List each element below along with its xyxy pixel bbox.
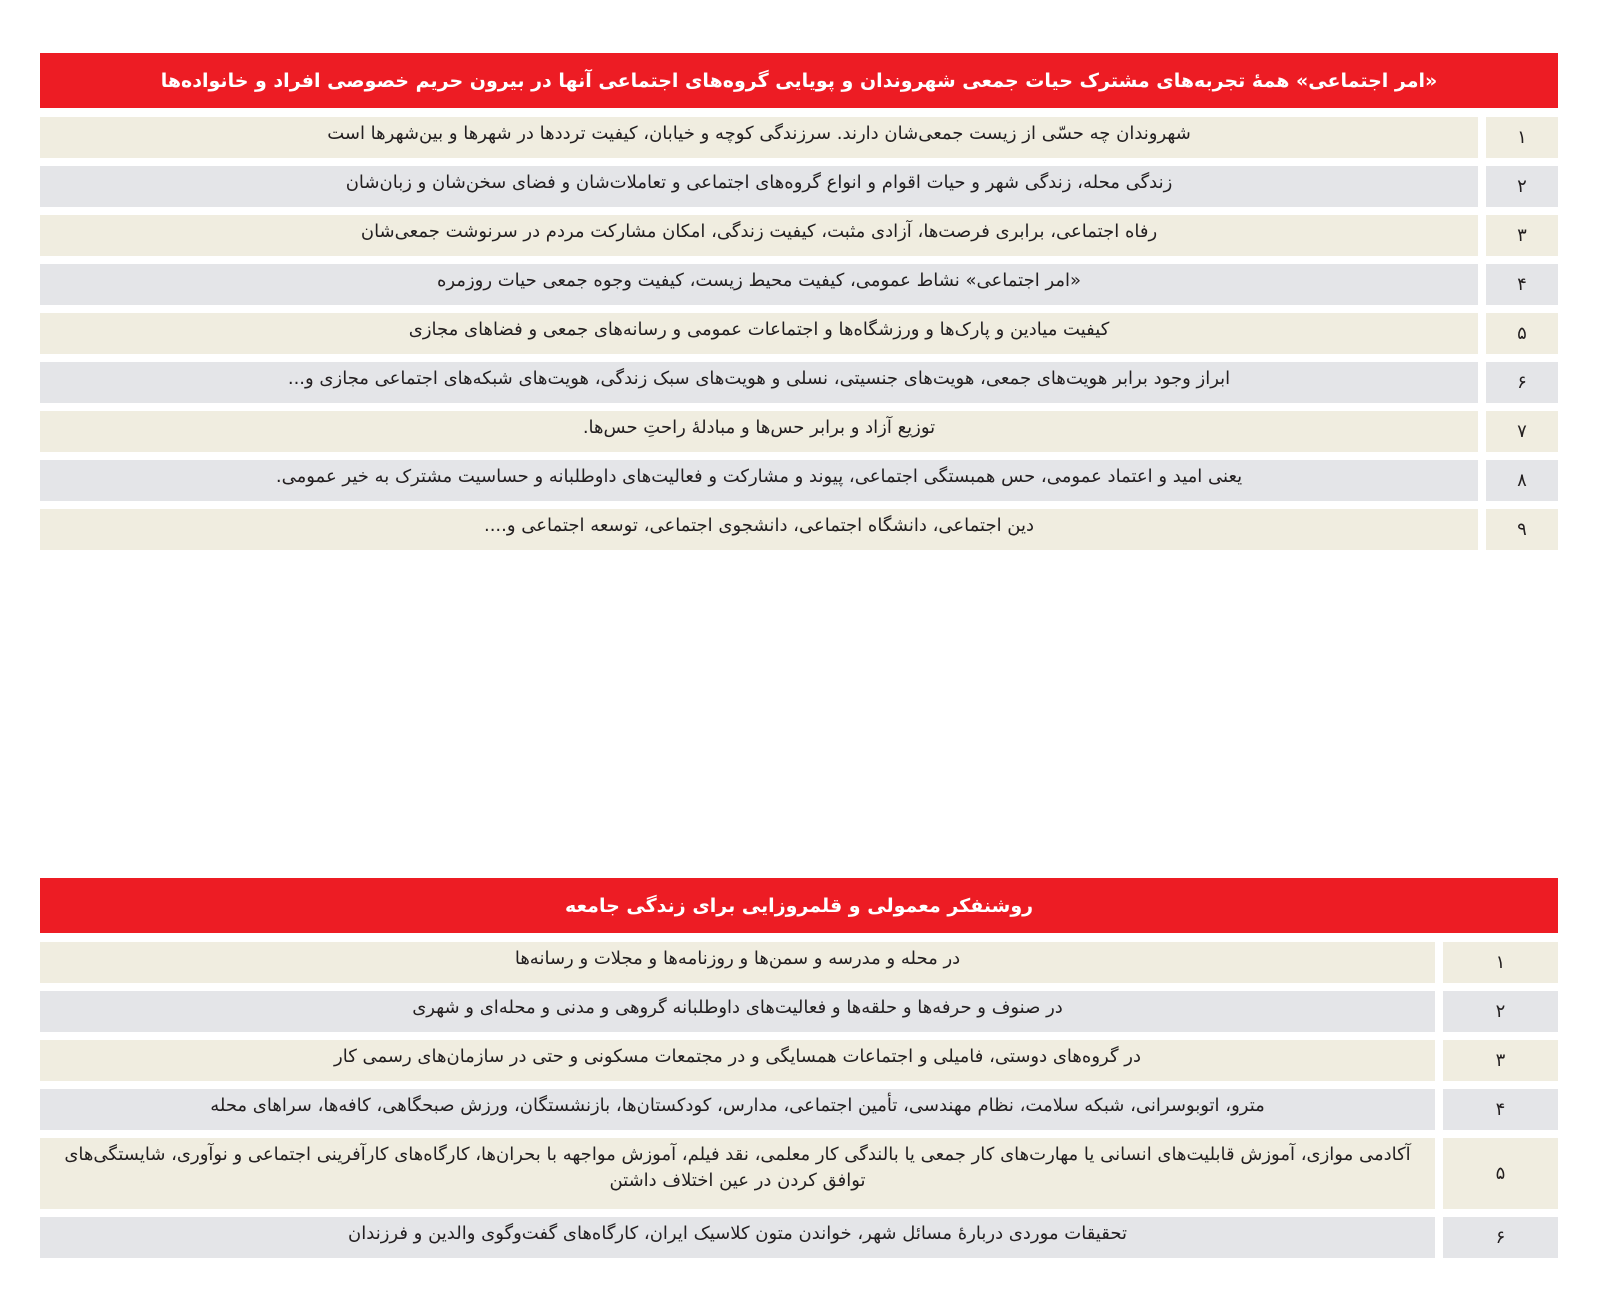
row-number: ۸ [1486, 460, 1558, 501]
row-text: یعنی امید و اعتماد عمومی، حس همبستگی اجتماعی، پیوند و مشارکت و فعالیت‌های داوطلبانه و حساسیت مشترک به خیر عمومی. [40, 460, 1478, 501]
table-row [40, 460, 1558, 501]
table-row [40, 166, 1558, 207]
row-number: ۳ [1443, 1040, 1558, 1081]
table-row [40, 942, 1558, 983]
row-text: ابراز وجود برابر هویت‌های جمعی، هویت‌های جنسیتی، نسلی و هویت‌های سبک زندگی، هویت‌های شبکه‌های اجتماعی مجازی و... [40, 362, 1478, 403]
table-row [40, 1217, 1558, 1258]
row-text: کیفیت میادین و پارک‌ها و ورزشگاه‌ها و اجتماعات عمومی و رسانه‌های جمعی و فضاهای مجازی [40, 313, 1478, 354]
row-text: دین اجتماعی، دانشگاه اجتماعی، دانشجوی اجتماعی، توسعه اجتماعی و.... [40, 509, 1478, 550]
table-row [40, 215, 1558, 256]
row-number: ۹ [1486, 509, 1558, 550]
table-header: «امر اجتماعی» همهٔ تجربه‌های مشترک حیات جمعی شهروندان و پویایی گروه‌های اجتماعی آنها در بیرون حریم خصوصی افراد و خانواده‌ها [40, 53, 1558, 108]
row-number: ۳ [1486, 215, 1558, 256]
row-text: زندگی محله، زندگی شهر و حیات اقوام و انواع گروه‌های اجتماعی و تعاملات‌شان و فضای سخن‌شان و زبان‌شان [40, 166, 1478, 207]
table-row [40, 264, 1558, 305]
table-row [40, 509, 1558, 550]
row-number: ۵ [1443, 1138, 1558, 1209]
table-body [40, 117, 1558, 550]
table-ordinary-intellectual [40, 878, 1558, 1266]
table-row [40, 991, 1558, 1032]
row-text: در محله و مدرسه و سمن‌ها و روزنامه‌ها و مجلات و رسانه‌ها [40, 942, 1435, 983]
row-text: مترو، اتوبوسرانی، شبکه سلامت، نظام مهندسی، تأمین اجتماعی، مدارس، کودکستان‌ها، بازنشستگان، ورزش صبحگاهی، کافه‌ها، سراهای محله [40, 1089, 1435, 1130]
table-row [40, 117, 1558, 158]
table-row [40, 1138, 1558, 1209]
table-row [40, 1089, 1558, 1130]
table-header: روشنفکر معمولی و قلمروزایی برای زندگی جامعه [40, 878, 1558, 933]
table-row [40, 313, 1558, 354]
row-number: ۷ [1486, 411, 1558, 452]
table-row [40, 362, 1558, 403]
row-text: در صنوف و حرفه‌ها و حلقه‌ها و فعالیت‌های داوطلبانه گروهی و مدنی و محله‌ای و شهری [40, 991, 1435, 1032]
row-text: رفاه اجتماعی، برابری فرصت‌ها، آزادی مثبت، کیفیت زندگی، امکان مشارکت مردم در سرنوشت جمعی‌شان [40, 215, 1478, 256]
row-text: شهروندان چه حسّی از زیست جمعی‌شان دارند. سرزندگی کوچه و خیابان، کیفیت ترددها در شهرها و بین‌شهرها است [40, 117, 1478, 158]
row-text: آکادمی موازی، آموزش قابلیت‌های انسانی یا مهارت‌های کار جمعی یا بالندگی کار معلمی، نقد فیلم، آموزش مواجهه با بحران‌ها، کارگاه‌های کارآفرینی اجتماعی و نوآوری، شایستگی‌های توافق کردن در عین اختلاف داشتن [40, 1138, 1435, 1209]
row-text: توزیع آزاد و برابر حس‌ها و مبادلهٔ راحتِ حس‌ها. [40, 411, 1478, 452]
row-text: «امر اجتماعی» نشاط عمومی، کیفیت محیط زیست، کیفیت وجوه جمعی حیات روزمره [40, 264, 1478, 305]
row-text: تحقیقات موردی دربارهٔ مسائل شهر، خواندن متون کلاسیک ایران، کارگاه‌های گفت‌وگوی والدین و فرزندان [40, 1217, 1435, 1258]
table-row [40, 411, 1558, 452]
row-number: ۴ [1443, 1089, 1558, 1130]
row-number: ۲ [1486, 166, 1558, 207]
row-number: ۶ [1486, 362, 1558, 403]
row-number: ۱ [1486, 117, 1558, 158]
table-social-matter [40, 53, 1558, 558]
table-row [40, 1040, 1558, 1081]
row-number: ۲ [1443, 991, 1558, 1032]
row-number: ۴ [1486, 264, 1558, 305]
row-number: ۶ [1443, 1217, 1558, 1258]
table-body [40, 942, 1558, 1258]
row-number: ۵ [1486, 313, 1558, 354]
row-text: در گروه‌های دوستی، فامیلی و اجتماعات همسایگی و در مجتمعات مسکونی و حتی در سازمان‌های رسمی کار [40, 1040, 1435, 1081]
row-number: ۱ [1443, 942, 1558, 983]
